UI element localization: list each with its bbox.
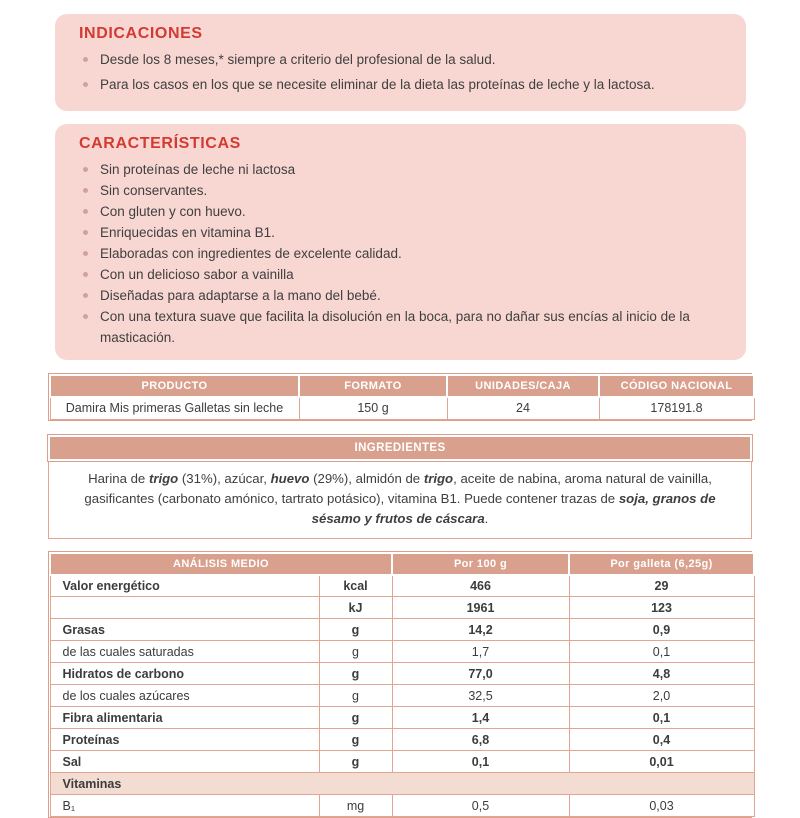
table-row xyxy=(50,397,754,419)
cell-per-100: 1,7 xyxy=(392,641,569,663)
bullet-icon xyxy=(79,49,100,70)
list-item: Para los casos en los que se necesite eliminar de la dieta las proteínas de leche y la lactosa. xyxy=(79,74,724,95)
cell-unit: g xyxy=(319,641,392,663)
ingredients-segment-allergen: huevo xyxy=(271,471,310,486)
ingredients-segment-allergen: soja, granos de sésamo y frutos de cáscara xyxy=(312,491,716,526)
cell-unit: g xyxy=(319,707,392,729)
list-item: Diseñadas para adaptarse a la mano del bebé. xyxy=(79,285,724,306)
table-row xyxy=(50,663,754,685)
list-item: Enriquecidas en vitamina B1. xyxy=(79,222,724,243)
cell-per-galleta: 2,0 xyxy=(569,685,754,707)
cell-per-100: 32,5 xyxy=(392,685,569,707)
bullet-icon xyxy=(79,243,100,264)
cell-unit: mg xyxy=(319,795,392,817)
cell-unidades: 24 xyxy=(447,397,599,419)
cell-formato: 150 g xyxy=(299,397,447,419)
vitamins-header: Vitaminas xyxy=(50,773,754,795)
table-row xyxy=(50,685,754,707)
ingredients-section xyxy=(48,435,752,539)
bullet-icon xyxy=(79,180,100,201)
cell-label: Sal xyxy=(50,751,319,773)
bullet-icon xyxy=(79,159,100,180)
cell-per-100: 466 xyxy=(392,575,569,597)
bullet-icon xyxy=(79,306,100,348)
cell-per-galleta: 0,03 xyxy=(569,795,754,817)
ingredients-segment-allergen: trigo xyxy=(149,471,178,486)
cell-label: B₁ xyxy=(50,795,319,817)
cell-unit: g xyxy=(319,751,392,773)
cell-per-galleta: 0,4 xyxy=(569,729,754,751)
column-header-per-galleta: Por galleta (6,25g) xyxy=(569,553,754,575)
list-item: Con una textura suave que facilita la disolución en la boca, para no dañar sus encías al inicio de la masticación. xyxy=(79,306,724,348)
table-row xyxy=(50,641,754,663)
cell-label: de las cuales saturadas xyxy=(50,641,319,663)
table-row xyxy=(50,795,754,817)
cell-per-galleta: 0,9 xyxy=(569,619,754,641)
table-row xyxy=(50,751,754,773)
cell-label: Valor energético xyxy=(50,575,319,597)
ingredients-segment: , aceite de nabina, aroma natural de vainilla, gasificantes (carbonato amónico, tartrato potásico), vitamina B1. Puede contener trazas de xyxy=(84,471,712,506)
table-row xyxy=(50,729,754,751)
indicaciones-list xyxy=(79,49,724,95)
column-header-analisis: ANÁLISIS MEDIO xyxy=(50,553,392,575)
bullet-icon xyxy=(79,264,100,285)
cell-unit: kJ xyxy=(319,597,392,619)
list-item: Con gluten y con huevo. xyxy=(79,201,724,222)
cell-unit: g xyxy=(319,729,392,751)
section-caracteristicas xyxy=(55,124,746,360)
section-indicaciones xyxy=(55,14,746,111)
cell-unit: g xyxy=(319,619,392,641)
list-item: Elaboradas con ingredientes de excelente calidad. xyxy=(79,243,724,264)
cell-unit: g xyxy=(319,685,392,707)
table-row xyxy=(50,707,754,729)
ingredients-header: INGREDIENTES xyxy=(48,435,752,461)
section-title: CARACTERÍSTICAS xyxy=(79,135,724,153)
ingredients-text xyxy=(48,461,752,539)
bullet-icon xyxy=(79,222,100,243)
cell-per-galleta: 0,01 xyxy=(569,751,754,773)
table-header-row xyxy=(50,553,754,575)
cell-per-100: 77,0 xyxy=(392,663,569,685)
ingredients-segment: (31%), azúcar, xyxy=(178,471,270,486)
cell-label: Grasas xyxy=(50,619,319,641)
column-header-formato: FORMATO xyxy=(299,375,447,397)
list-item: Desde los 8 meses,* siempre a criterio del profesional de la salud. xyxy=(79,49,724,70)
cell-unit: g xyxy=(319,663,392,685)
list-item: Sin conservantes. xyxy=(79,180,724,201)
bullet-icon xyxy=(79,201,100,222)
table-row xyxy=(50,619,754,641)
analysis-table xyxy=(48,551,752,818)
table-header-row xyxy=(50,375,754,397)
cell-per-galleta: 123 xyxy=(569,597,754,619)
cell-unit: kcal xyxy=(319,575,392,597)
ingredients-segment: Harina de xyxy=(88,471,149,486)
cell-per-galleta: 29 xyxy=(569,575,754,597)
column-header-producto: PRODUCTO xyxy=(50,375,299,397)
cell-label: Fibra alimentaria xyxy=(50,707,319,729)
section-title: INDICACIONES xyxy=(79,25,724,43)
ingredients-segment: . xyxy=(485,511,489,526)
table-row xyxy=(50,597,754,619)
list-item: Con un delicioso sabor a vainilla xyxy=(79,264,724,285)
bullet-icon xyxy=(79,74,100,95)
cell-per-galleta: 0,1 xyxy=(569,641,754,663)
cell-label: de los cuales azúcares xyxy=(50,685,319,707)
list-item: Sin proteínas de leche ni lactosa xyxy=(79,159,724,180)
bullet-icon xyxy=(79,285,100,306)
cell-label: Proteínas xyxy=(50,729,319,751)
cell-label xyxy=(50,597,319,619)
cell-per-galleta: 0,1 xyxy=(569,707,754,729)
cell-per-100: 0,1 xyxy=(392,751,569,773)
column-header-per-100: Por 100 g xyxy=(392,553,569,575)
cell-per-100: 0,5 xyxy=(392,795,569,817)
ingredients-segment: (29%), almidón de xyxy=(309,471,423,486)
caracteristicas-list xyxy=(79,159,724,348)
cell-per-100: 14,2 xyxy=(392,619,569,641)
column-header-unidades: UNIDADES/CAJA xyxy=(447,375,599,397)
product-table xyxy=(48,373,752,421)
vitamins-section-row xyxy=(50,773,754,795)
cell-producto: Damira Mis primeras Galletas sin leche xyxy=(50,397,299,419)
cell-codigo: 178191.8 xyxy=(599,397,754,419)
column-header-codigo: CÓDIGO NACIONAL xyxy=(599,375,754,397)
cell-label: Hidratos de carbono xyxy=(50,663,319,685)
cell-per-100: 6,8 xyxy=(392,729,569,751)
cell-per-galleta: 4,8 xyxy=(569,663,754,685)
cell-per-100: 1,4 xyxy=(392,707,569,729)
cell-per-100: 1961 xyxy=(392,597,569,619)
ingredients-segment-allergen: trigo xyxy=(424,471,453,486)
table-row xyxy=(50,575,754,597)
